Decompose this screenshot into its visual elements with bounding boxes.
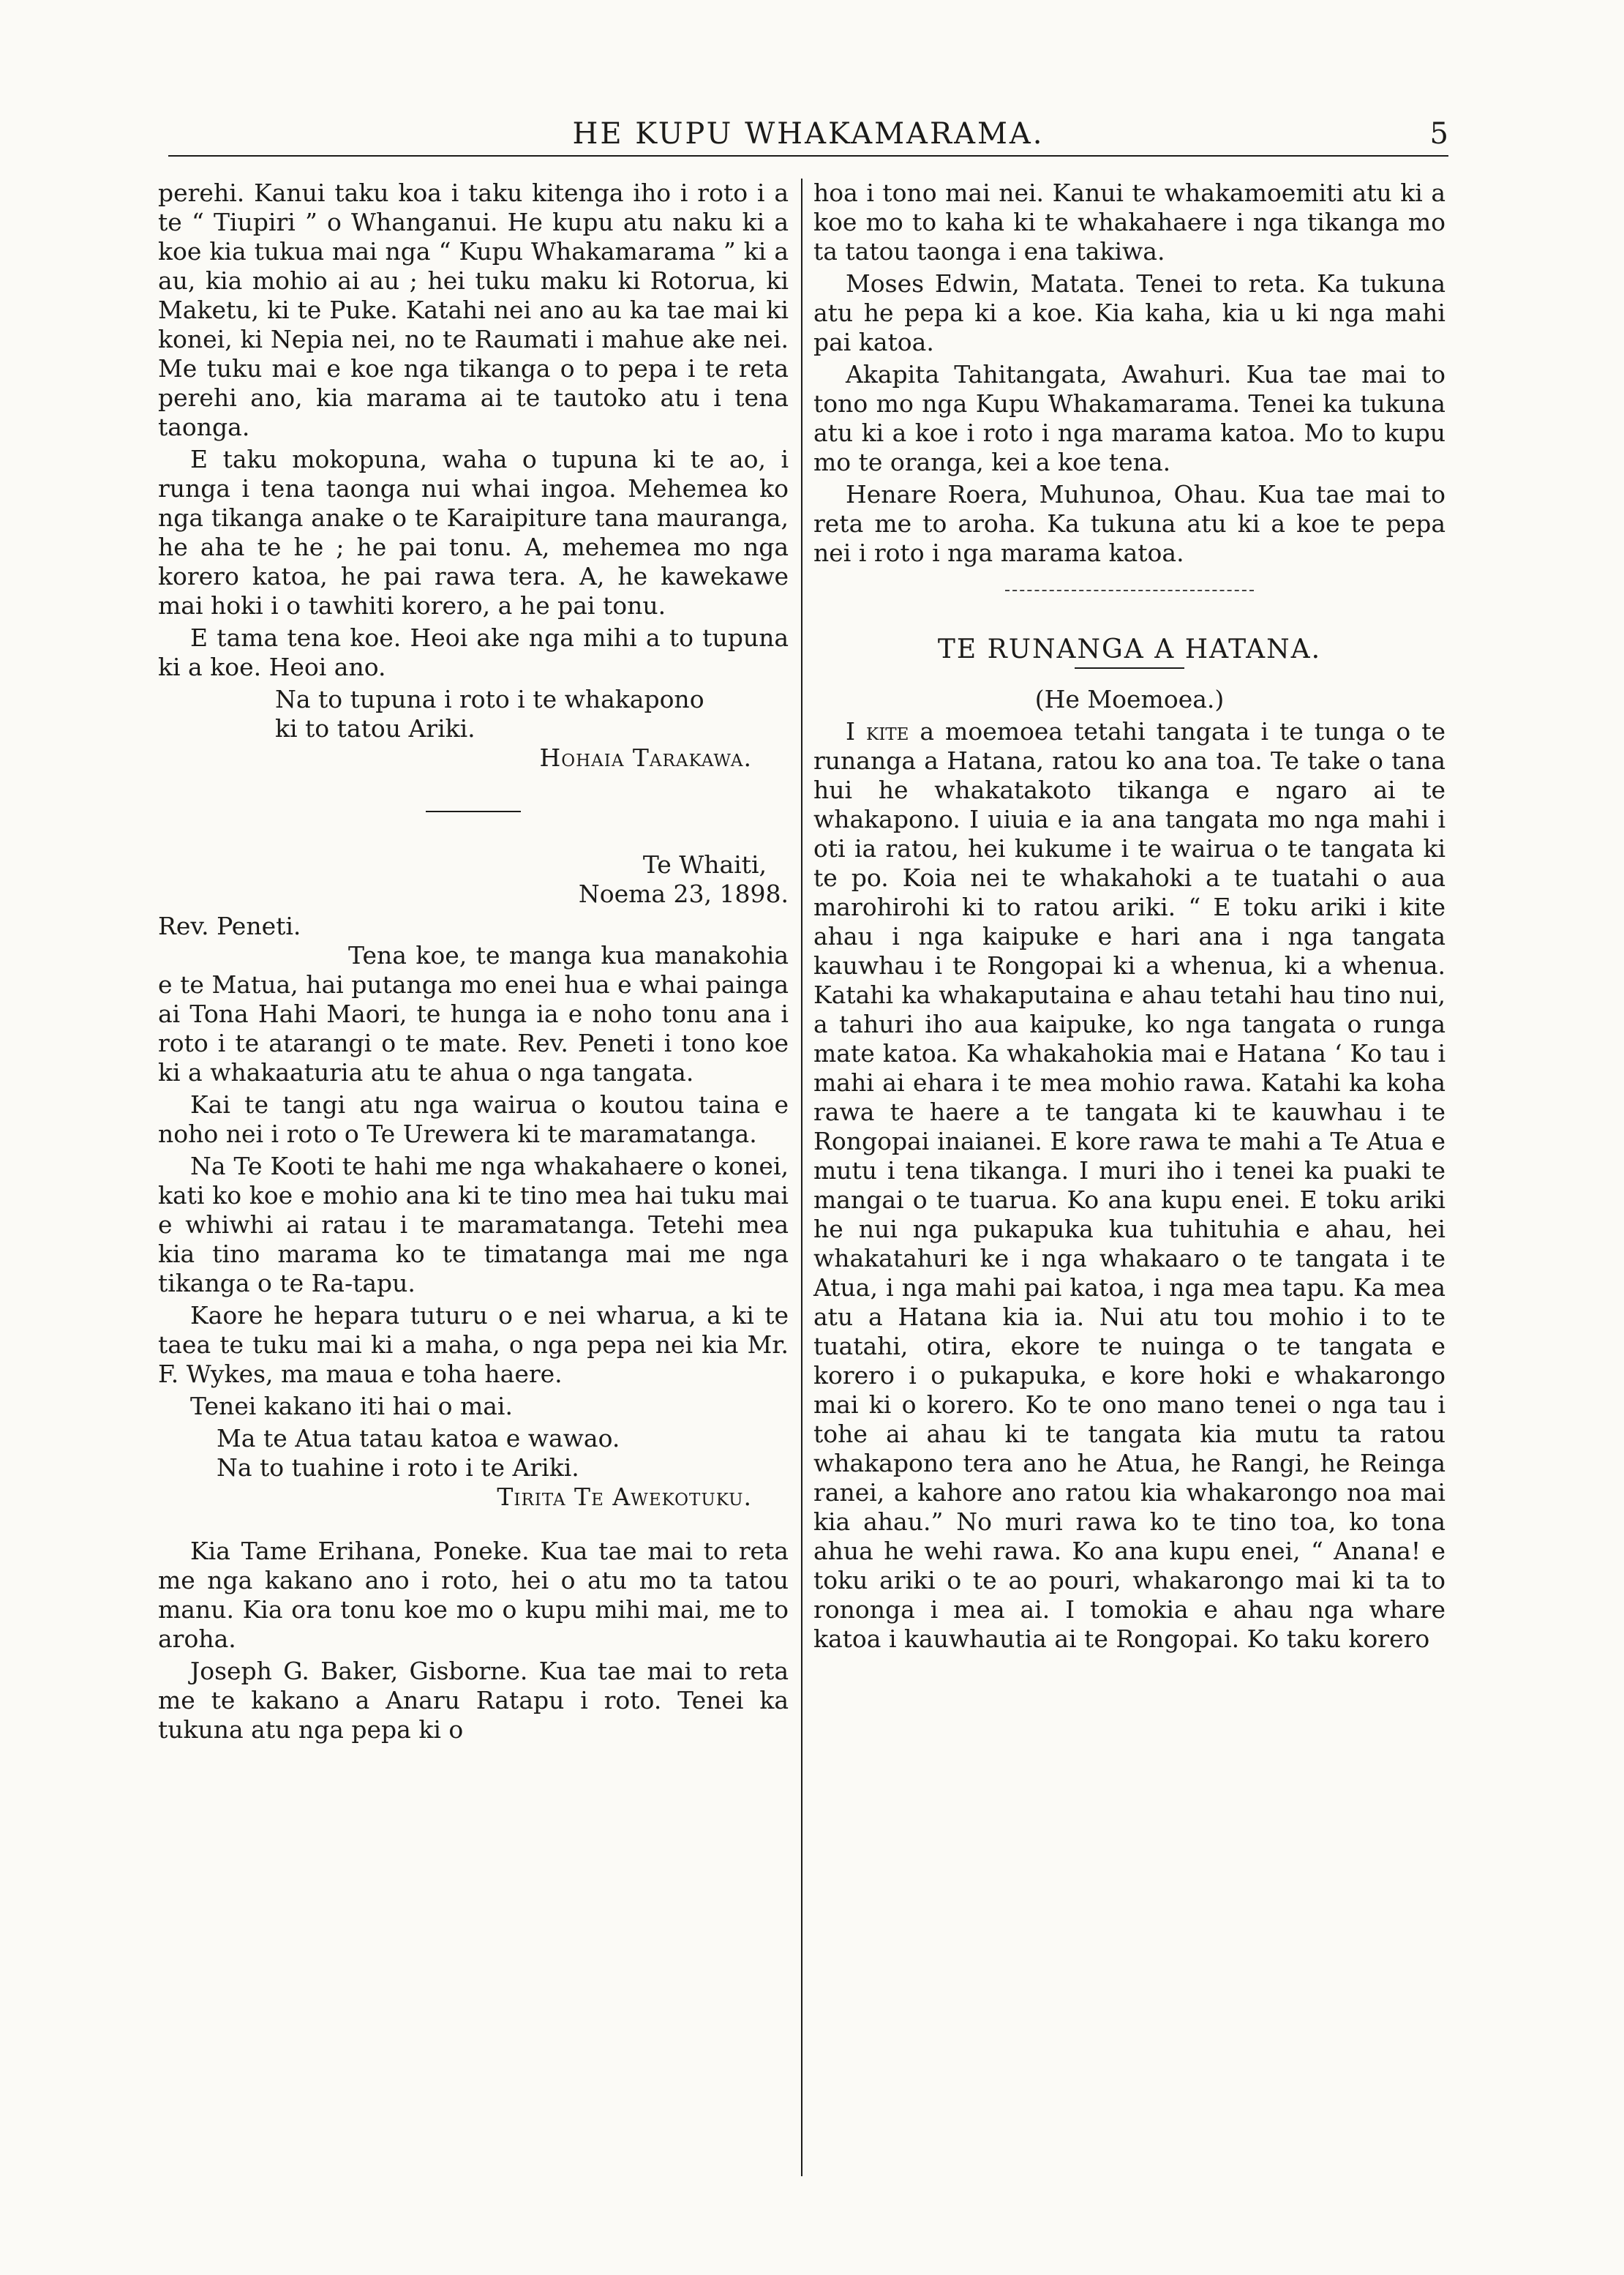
section-subtitle: (He Moemoea.) xyxy=(1034,685,1225,713)
paragraph: hoa i tono mai nei. Kanui te whakamoemiti atu ki a koe mo to kaha ki te whakahaere i nga tikanga mo ta tatou taonga i ena takiwa. xyxy=(813,179,1446,266)
closing-line: ki to tatou Ariki. xyxy=(275,714,475,743)
signature: Hohaia Tarakawa. xyxy=(539,743,752,772)
title-rule xyxy=(1075,667,1184,669)
paragraph: Kia Tame Erihana, Poneke. Kua tae mai to reta me nga kakano ano i roto, hei o atu mo ta tatou manu. Kia ora tonu koe mo o kupu mihi mai, me to aroha. xyxy=(158,1537,789,1653)
paragraph: Na Te Kooti te hahi me nga whakahaere o konei, kati ko koe e mohio ana ki te tino mea hai tuku mai e whiwhi ai ratau i te maramatanga. Tetehi mea kia tino marama ko te timatanga mai me nga tikanga o te Ra-tapu. xyxy=(158,1152,789,1297)
closing-line: Ma te Atua tatau katoa e wawao. xyxy=(217,1424,620,1453)
paragraph: Kaore he hepara tuturu o e nei wharua, a ki te taea te tuku mai ki a maha, o nga pepa nei kia Mr. F. Wykes, ma maua e toha haere. xyxy=(158,1301,789,1388)
header-rule xyxy=(168,155,1448,157)
paragraph: perehi. Kanui taku koa i taku kitenga iho i roto i a te “ Tiupiri ” o Whanganui. He kupu atu naku ki a koe kia tukua mai nga “ Kupu Whakamarama ” ki a au, kia mohio ai au ; hei tuku maku ki Rotorua, ki Maketu, ki te Puke. Katahi nei ano au ka tae mai ki konei, ki Nepia nei, no te Raumati i mahue ake nei. Me tuku mai e koe nga tikanga o to pepa i te reta perehi ano, kia marama ai te tautoko atu i tena taonga. xyxy=(158,179,789,441)
lead-words: I kite xyxy=(846,717,909,746)
signature: Tirita Te Awekotuku. xyxy=(497,1483,752,1511)
running-header xyxy=(168,117,1448,154)
section-divider xyxy=(426,811,521,812)
section-title: TE RUNANGA A HATANA. xyxy=(937,634,1322,664)
spacer xyxy=(158,1515,789,1537)
page-number: 5 xyxy=(1429,117,1448,151)
running-title: HE KUPU WHAKAMARAMA. xyxy=(572,117,1045,151)
paragraph: Tena koe, te manga kua manakohia e te Matua, hai putanga mo enei hua e whai painga ai Tona Hahi Maori, te hunga ia e noho tonu ana i roto i te atarangi o te mate. Rev. Peneti i tono koe ki a whakaaturia atu te ahua o nga tangata. xyxy=(158,941,789,1087)
paragraph xyxy=(813,717,1446,1654)
paragraph: Akapita Tahitangata, Awahuri. Kua tae mai to tono mo nga Kupu Whakamarama. Tenei ka tukuna atu ki a koe i roto i nga marama katoa. Mo to kupu mo te oranga, kei a koe tena. xyxy=(813,360,1446,476)
paragraph: Joseph G. Baker, Gisborne. Kua tae mai to reta me te kakano a Anaru Ratapu i roto. Tenei ka tukuna atu nga pepa ki o xyxy=(158,1657,789,1744)
letter-addressee: Rev. Peneti. xyxy=(158,912,301,940)
paragraph: Henare Roera, Muhunoa, Ohau. Kua tae mai to reta me to aroha. Ka tukuna atu ki a koe te pepa nei i roto i nga marama katoa. xyxy=(813,480,1446,567)
section-divider xyxy=(1005,590,1254,591)
paragraph: E tama tena koe. Heoi ake nga mihi a to tupuna ki a koe. Heoi ano. xyxy=(158,623,789,681)
paragraph: Moses Edwin, Matata. Tenei to reta. Ka tukuna atu he pepa ki a koe. Kia kaha, kia u ki nga mahi pai katoa. xyxy=(813,269,1446,356)
left-column xyxy=(158,179,789,1747)
paragraph: Kai te tangi atu nga wairua o koutou taina e noho nei i roto o Te Urewera ki te maramatanga. xyxy=(158,1090,789,1148)
letter-place: Te Whaiti, xyxy=(642,850,767,879)
closing-line: Na to tupuna i roto i te whakapono xyxy=(275,685,704,713)
closing-line: Na to tuahine i roto i te Ariki. xyxy=(217,1453,579,1482)
right-column xyxy=(813,179,1446,1657)
paragraph: Tenei kakano iti hai o mai. xyxy=(190,1392,513,1420)
paragraph-text: a moemoea tetahi tangata i te tunga o te runanga a Hatana, ratou ko ana toa. Te take o tana hui he whakatakoto tikanga e ngaro ai te whakapono. I uiuia e ia ana tangata mo nga mahi i oti ia ratou, hei kukume i te wairua o te tangata ki te po. Koia nei te whakahoki a te tuatahi o aua marohirohi ki to ratou ariki. “ E toku ariki i kite ahau i nga kaipuke e hari ana i nga tangata kauwhau i te Rongopai ki a whenua, ki a whenua. Katahi ka whakaputaina e ahau tetahi hau tino nui, a tahuri iho aua kaipuke, ko nga tangata o runga mate katoa. Ka whakahokia mai e Hatana ‘ Ko tau i mahi ai ehara i te mea mohio rawa. Katahi ka koha rawa te haere a te tangata ki te kauwhau i te Rongopai inaianei. E kore rawa te mahi a Te Atua e mutu i tena tikanga. I muri iho i tenei ka puaki te mangai o te tuarua. Ko ana kupu enei. E toku ariki he nui nga pukapuka kua tuhituhia e ahau, hei whakatahuri ke i nga whakaaro o te tangata i te Atua, i nga mahi pai katoa, i nga mea tapu. Ka mea atu a Hatana kia ia. Nui atu tou mohio i to te tuatahi, otira, ekore te nuinga o te tangata e korero i o pukapuka, e kore hoki e whakarongo mai ki o korero. Ko te ono mano tenei o nga tau i tohe ai ahau ki te tangata kia mutu ta ratou whakapono tera ano he Atua, he Rangi, he Reinga ranei, a kahore ano ratou kia whakarongo noa mai kia ahau.” No muri rawa ko te tino toa, ko tona ahua he wehi rawa. Ko ana kupu enei, “ Anana! e toku ariki o te ao pouri, whakarongo mai ki ta to rononga i mea ai. I tomokia e ahau nga whare katoa i kauwhautia ai te Rongopai. Ko taku korero xyxy=(813,717,1446,1653)
column-divider xyxy=(801,179,802,2176)
letter-date: Noema 23, 1898. xyxy=(578,880,789,908)
paragraph: E taku mokopuna, waha o tupuna ki te ao, i runga i tena taonga nui whai ingoa. Mehemea ko nga tikanga anake o te Karaipiture tana mauranga, he aha te he ; he pai tonu. A, mehemea mo nga korero katoa, he pai rawa tera. A, he kawekawe mai hoki i o tawhiti korero, a he pai tonu. xyxy=(158,445,789,620)
